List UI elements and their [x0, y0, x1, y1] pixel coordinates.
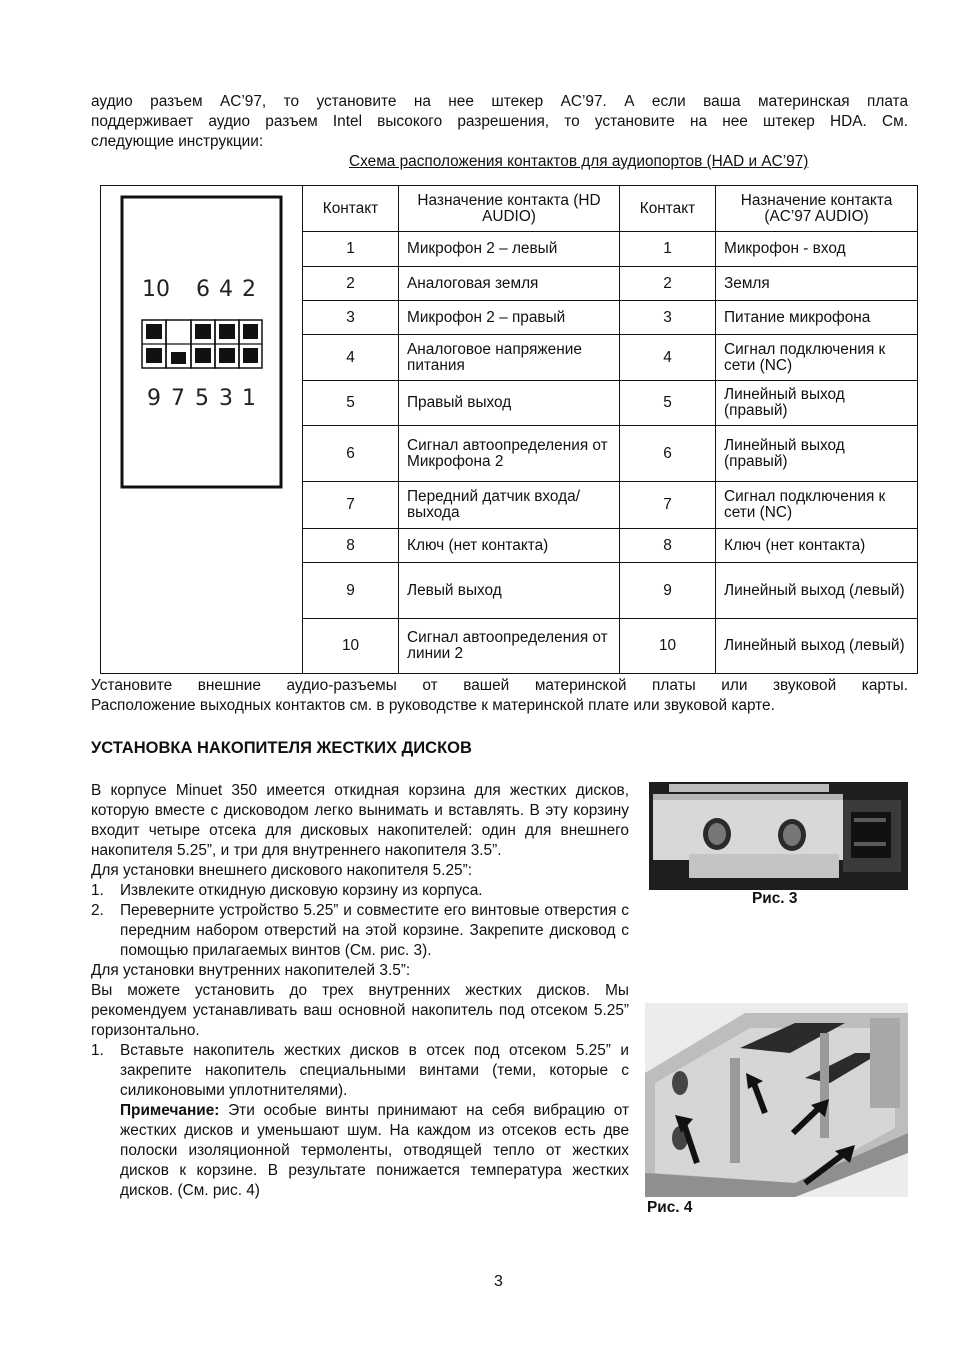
pin-4: [219, 324, 235, 339]
pin-2: [243, 324, 258, 339]
intro-paragraph: [91, 92, 908, 152]
hdd-cage-image: [645, 1003, 908, 1197]
step-text: Вставьте накопитель жестких дисков в отсек под отсеком 5.25” и закрепите накопитель специальными винтами (теми, которые с силиконовыми уплотнителями).: [120, 1042, 629, 1099]
pin-label-10: 10: [142, 277, 170, 302]
step-number: 2.: [91, 902, 104, 919]
pin-label-4: 4: [219, 277, 233, 302]
pin-ac97-cell: 1: [620, 232, 716, 267]
function-ac97-cell: Сигнал подключения к сети (NC): [716, 482, 918, 529]
pin-label-6: 6: [196, 277, 210, 302]
page-number: 3: [494, 1273, 503, 1290]
pin-label-5: 5: [195, 386, 209, 411]
function-ac97-cell: Земля: [716, 267, 918, 301]
pin-ac97-cell: 2: [620, 267, 716, 301]
table-header-row: [101, 186, 918, 232]
step-text: Переверните устройство 5.25” и совместите его винтовые отверстия с передним набором отверстий на этой корзине. Закрепите дисковод с помощью прилагаемых винтов (См. рис. 3).: [120, 902, 629, 959]
step-number: 1.: [91, 882, 104, 899]
pin-hd-cell: 10: [303, 619, 399, 674]
figure-4-caption: Рис. 4: [647, 1199, 693, 1216]
figure-4-photo: [645, 1003, 908, 1197]
pin-5: [195, 348, 211, 363]
function-hd-cell: Левый выход: [399, 563, 620, 619]
function-ac97-cell: Линейный выход (правый): [716, 381, 918, 426]
pin-7: [171, 352, 186, 364]
after-table-line-2: Расположение выходных контактов см. в руководстве к материнской плате или звуковой карте.: [91, 697, 775, 714]
pin-1: [243, 348, 258, 363]
intro-line-3: следующие инструкции:: [91, 133, 264, 150]
note-text: Эти особые винты принимают на себя вибрацию от жестких дисков и уменьшают шум. На каждом из отсеков есть две полоски изоляционной термоленты, отводящей тепло от жестких дисков к корзине. В результате понижается температура жестких дисков. (См. рис. 4): [120, 1102, 629, 1199]
function-ac97-cell: Линейный выход (правый): [716, 426, 918, 482]
pin-ac97-cell: 6: [620, 426, 716, 482]
pin-ac97-cell: 3: [620, 301, 716, 335]
body-paragraph-2: Для установки внешнего дискового накопителя 5.25”:: [91, 862, 472, 879]
pin-label-3: 3: [219, 386, 233, 411]
header-function-ac97: Назначение контакта (AC’97 AUDIO): [716, 186, 918, 232]
function-ac97-cell: Питание микрофона: [716, 301, 918, 335]
connector-outline: [122, 197, 281, 487]
header-pin-hd: Контакт: [303, 186, 399, 232]
internal-drive-steps: [91, 1041, 629, 1201]
function-ac97-cell: Линейный выход (левый): [716, 619, 918, 674]
pin-ac97-cell: 7: [620, 482, 716, 529]
function-ac97-cell: Ключ (нет контакта): [716, 529, 918, 563]
function-ac97-cell: Микрофон - вход: [716, 232, 918, 267]
function-hd-cell: Аналоговое напряжение питания: [399, 335, 620, 381]
function-hd-cell: Передний датчик входа/выхода: [399, 482, 620, 529]
pin-hd-cell: 8: [303, 529, 399, 563]
body-paragraph-3: Для установки внутренних накопителей 3.5”:: [91, 962, 411, 979]
function-hd-cell: Микрофон 2 – правый: [399, 301, 620, 335]
pin-hd-cell: 3: [303, 301, 399, 335]
connector-diagram-cell: [101, 186, 303, 674]
external-drive-steps: [91, 881, 629, 961]
body-column: [91, 781, 629, 1201]
function-hd-cell: Аналоговая земля: [399, 267, 620, 301]
function-hd-cell: Сигнал автоопределения от Микрофона 2: [399, 426, 620, 482]
list-item: [91, 901, 629, 961]
step-text: Извлеките откидную дисковую корзину из корпуса.: [120, 882, 483, 899]
pin-6: [195, 324, 211, 339]
function-hd-cell: Микрофон 2 – левый: [399, 232, 620, 267]
after-table-paragraph: [91, 676, 908, 716]
pin-ac97-cell: 10: [620, 619, 716, 674]
list-item: [91, 1041, 629, 1201]
function-ac97-cell: Линейный выход (левый): [716, 563, 918, 619]
list-item: [91, 881, 629, 901]
pin-hd-cell: 1: [303, 232, 399, 267]
pin-9: [146, 348, 162, 363]
pin-assignment-table: [100, 185, 918, 674]
connector-pinout-diagram: [101, 186, 303, 675]
pin-hd-cell: 4: [303, 335, 399, 381]
header-function-hd: Назначение контакта (HD AUDIO): [399, 186, 620, 232]
pin-hd-cell: 9: [303, 563, 399, 619]
pin-label-2: 2: [242, 277, 256, 302]
pin-ac97-cell: 5: [620, 381, 716, 426]
pin-header: [142, 320, 262, 368]
figure-3-photo: [649, 782, 908, 890]
section-title: УСТАНОВКА НАКОПИТЕЛЯ ЖЕСТКИХ ДИСКОВ: [91, 739, 472, 757]
pin-ac97-cell: 8: [620, 529, 716, 563]
body-paragraph-4: Вы можете установить до трех внутренних жестких дисков. Мы рекомендуем устанавливать ваш основной накопитель под отсеком 5.25” горизонтально.: [91, 982, 629, 1039]
pin-hd-cell: 5: [303, 381, 399, 426]
function-ac97-cell: Сигнал подключения к сети (NC): [716, 335, 918, 381]
pin-label-7: 7: [171, 386, 185, 411]
pin-hd-cell: 2: [303, 267, 399, 301]
header-pin-ac97: Контакт: [620, 186, 716, 232]
intro-line-2: поддерживает аудио разъем Intel высокого разрешения, то установите на нее штекер HDA. См.: [91, 113, 908, 130]
pin-hd-cell: 7: [303, 482, 399, 529]
function-hd-cell: Правый выход: [399, 381, 620, 426]
pin-ac97-cell: 4: [620, 335, 716, 381]
pin-label-9: 9: [147, 386, 161, 411]
note-block: [120, 1101, 629, 1201]
table-caption: Схема расположения контактов для аудиопортов (HAD и AC’97): [349, 153, 809, 170]
step-number: 1.: [91, 1042, 104, 1059]
after-table-line-1: Установите внешние аудио-разъемы от вашей материнской платы или звуковой карты.: [91, 677, 908, 694]
pin-label-1: 1: [242, 386, 256, 411]
note-label: Примечание:: [120, 1102, 220, 1119]
function-hd-cell: Сигнал автоопределения от линии 2: [399, 619, 620, 674]
drive-cage-image: [649, 782, 908, 890]
pin-10: [146, 324, 162, 339]
pin-ac97-cell: 9: [620, 563, 716, 619]
function-hd-cell: Ключ (нет контакта): [399, 529, 620, 563]
figure-3-caption: Рис. 3: [752, 890, 798, 907]
intro-line-1: аудио разъем AC’97, то установите на нее штекер AC’97. А если ваша материнская плата: [91, 93, 908, 110]
pin-3: [219, 348, 235, 363]
pin-hd-cell: 6: [303, 426, 399, 482]
body-paragraph-1: В корпусе Minuet 350 имеется откидная корзина для жестких дисков, которую вместе с дисководом легко вынимать и вставлять. В эту корзину входит четыре отсека для дисковых накопителей: один для внешнего накопителя 5.25”, и три для внутреннего накопителя 3.5”.: [91, 782, 629, 859]
